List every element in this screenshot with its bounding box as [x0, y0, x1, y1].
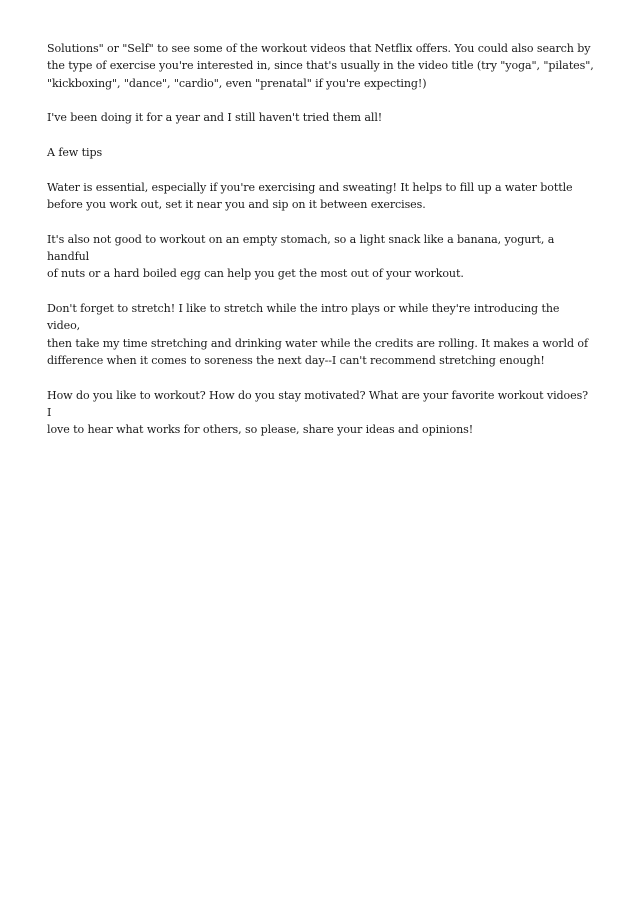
tips-heading: A few tips [47, 145, 103, 159]
paragraph-netflix-search: Solutions" or "Self" to see some of the workout videos that Netflix offers. You could also search by the type of exercise you're interested in, since that's usually in the video title (try "yoga", "pilates", "kickboxing", "dance", "cardio", even "prenatal" if you're expecting!) [47, 42, 594, 90]
paragraph-closing-question: How do you like to workout? How do you stay motivated? What are your favorite workout vidoes? I love to hear what works for others, so please, share your ideas and opinions! [47, 388, 589, 437]
paragraph-water-tip: Water is essential, especially if you're exercising and sweating! It helps to fill up a water bottle before you work out, set it near you and sip on it between exercises. [47, 180, 573, 211]
document-page [47, 40, 595, 456]
paragraph-snack-tip: It's also not good to workout on an empty stomach, so a light snack like a banana, yogurt, a handful of nuts or a hard boiled egg can help you get the most out of your workout. [47, 232, 555, 281]
paragraph-stretch-tip: Don't forget to stretch! I like to stretch while the intro plays or while they're introducing the video, then take my time stretching and drinking water while the credits are rolling. It makes a world of difference when it comes to soreness the next day--I can't recommend stretching enough! [47, 301, 588, 367]
paragraph-year-experience: I've been doing it for a year and I still haven't tried them all! [47, 111, 383, 125]
